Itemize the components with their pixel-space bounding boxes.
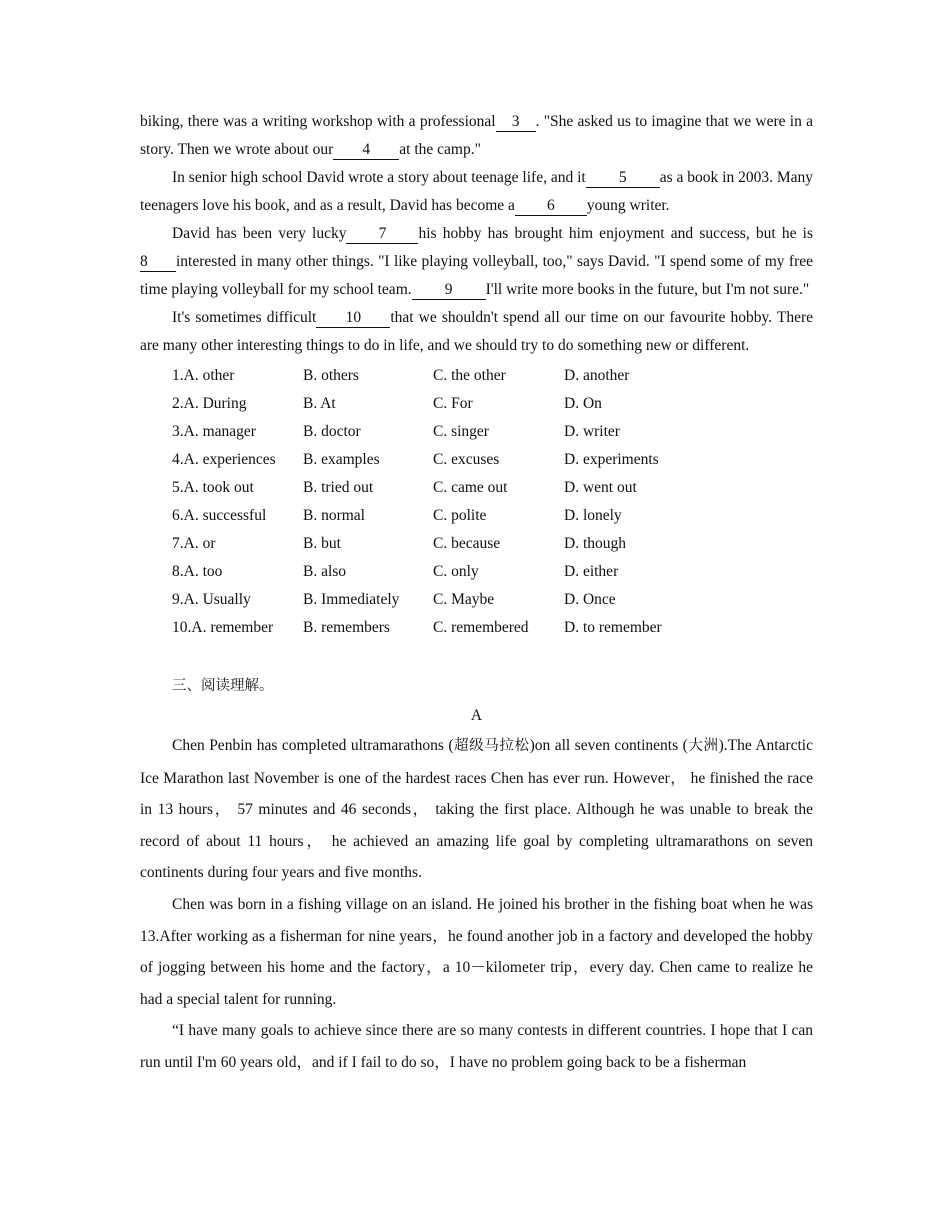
option-a: 7.A. or [172, 535, 216, 552]
option-c: C. excuses [433, 451, 500, 468]
option-row-8 [140, 558, 813, 586]
blank-4: 4 [333, 141, 399, 160]
option-c: C. singer [433, 423, 489, 440]
option-d: D. lonely [564, 507, 622, 524]
cloze-paragraph-1 [140, 108, 813, 164]
document-page [140, 108, 813, 1079]
blank-9: 9 [412, 281, 486, 300]
passage-paragraph-1 [140, 730, 813, 889]
option-c: C. only [433, 563, 479, 580]
option-d: D. to remember [564, 619, 662, 636]
option-row-2 [140, 390, 813, 418]
cloze-text: at the camp." [399, 141, 481, 158]
blank-7: 7 [346, 225, 418, 244]
option-b: B. but [303, 535, 341, 552]
cloze-text: young writer. [586, 197, 670, 214]
option-a: 6.A. successful [172, 507, 267, 524]
option-d: D. Once [564, 591, 616, 608]
chinese-gloss: 大洲 [687, 738, 719, 754]
passage-paragraph-3: “I have many goals to achieve since there are so many contests in different countries. I hope that I can run until I'm 60 years old，and if I fail to do so，I have no problem going back to be a fisherman [140, 1022, 813, 1071]
option-row-5 [140, 474, 813, 502]
option-b: B. normal [303, 507, 365, 524]
option-a: 4.A. experiences [172, 451, 276, 468]
option-c: C. For [433, 395, 473, 412]
option-a: 3.A. manager [172, 423, 256, 440]
option-a: 5.A. took out [172, 479, 254, 496]
passage-paragraph-2: Chen was born in a fishing village on an island. He joined his brother in the fishing boat when he was 13.After working as a fisherman for nine years，he found another job in a factory and developed the hobby of jogging between his home and the factory，a 10－kilometer trip，every day. Chen came to realize he had a special talent for running. [140, 895, 813, 1008]
blank-5: 5 [586, 169, 660, 188]
blank-6: 6 [515, 197, 587, 216]
option-a: 10.A. remember [172, 619, 274, 636]
cloze-text: biking, there was a writing workshop with a professional [140, 113, 496, 130]
option-d: D. writer [564, 423, 620, 440]
cloze-text: In senior high school David wrote a story about teenage life, and it [172, 169, 586, 186]
option-b: B. Immediately [303, 591, 400, 608]
blank-8: 8 [140, 253, 176, 272]
cloze-paragraph-4 [140, 304, 813, 360]
option-c: C. the other [433, 367, 506, 384]
cloze-text: his hobby has brought him enjoyment and success, but he is [418, 225, 813, 242]
passage-text: ).The Antarctic Ice Marathon last November is one of the hardest races Chen has ever run. However， he finished the race in 13 hours， 57 minutes and 46 seconds， taking the first place. Although he was unable to break the record of about 11 hours， he achieved an amazing life goal by completing ultramarathons on seven continents during four years and five months. [140, 737, 813, 882]
blank-10: 10 [316, 309, 390, 328]
option-d: D. On [564, 395, 602, 412]
option-b: B. remembers [303, 619, 390, 636]
option-row-6 [140, 502, 813, 530]
option-b: B. examples [303, 451, 380, 468]
section-heading: 三、阅读理解。 [172, 678, 274, 694]
option-c: C. Maybe [433, 591, 495, 608]
option-d: D. either [564, 563, 619, 580]
option-b: B. At [303, 395, 336, 412]
option-row-10 [140, 614, 813, 642]
passage-text: )on all seven continents ( [529, 737, 688, 754]
cloze-passage [140, 108, 813, 360]
cloze-text: interested in many other things. "I like playing volleyball, too," says David. "I spend some of my free time playing volleyball for my school team. [140, 253, 813, 298]
option-row-7 [140, 530, 813, 558]
option-a: 2.A. During [172, 395, 247, 412]
option-a: 8.A. too [172, 563, 223, 580]
option-d: D. though [564, 535, 626, 552]
blank-3: 3 [496, 113, 536, 132]
chinese-gloss: 超级马拉松 [453, 738, 530, 754]
answer-options [140, 362, 813, 642]
option-c: C. because [433, 535, 501, 552]
option-c: C. remembered [433, 619, 529, 636]
cloze-text: as a book in 2003. Many teenagers love his book, and as a result, David has become a [140, 169, 814, 214]
option-b: B. also [303, 563, 347, 580]
cloze-paragraph-3 [140, 220, 813, 304]
option-row-1 [140, 362, 813, 390]
cloze-text: . "She asked us to imagine that we were in a story. Then we wrote about our [140, 113, 813, 158]
cloze-text: It's sometimes difficult [172, 309, 317, 326]
option-d: D. experiments [564, 451, 659, 468]
option-a: 1.A. other [172, 367, 235, 384]
option-d: D. another [564, 367, 630, 384]
cloze-text: I'll write more books in the future, but I'm not sure." [485, 281, 810, 298]
cloze-text: David has been very lucky [172, 225, 347, 242]
option-b: B. tried out [303, 479, 374, 496]
option-row-4 [140, 446, 813, 474]
cloze-text: that we shouldn't spend all our time on our favourite hobby. There are many other interesting things to do in life, and we should try to do something new or different. [140, 309, 814, 354]
passage-text: Chen Penbin has completed ultramarathons ( [172, 737, 454, 754]
option-row-9 [140, 586, 813, 614]
option-b: B. doctor [303, 423, 361, 440]
passage-title: A [470, 707, 483, 724]
option-c: C. polite [433, 507, 487, 524]
option-d: D. went out [564, 479, 637, 496]
cloze-paragraph-2 [140, 164, 813, 220]
reading-passage-a [140, 730, 813, 1079]
option-a: 9.A. Usually [172, 591, 251, 608]
option-b: B. others [303, 367, 359, 384]
option-c: C. came out [433, 479, 508, 496]
option-row-3 [140, 418, 813, 446]
